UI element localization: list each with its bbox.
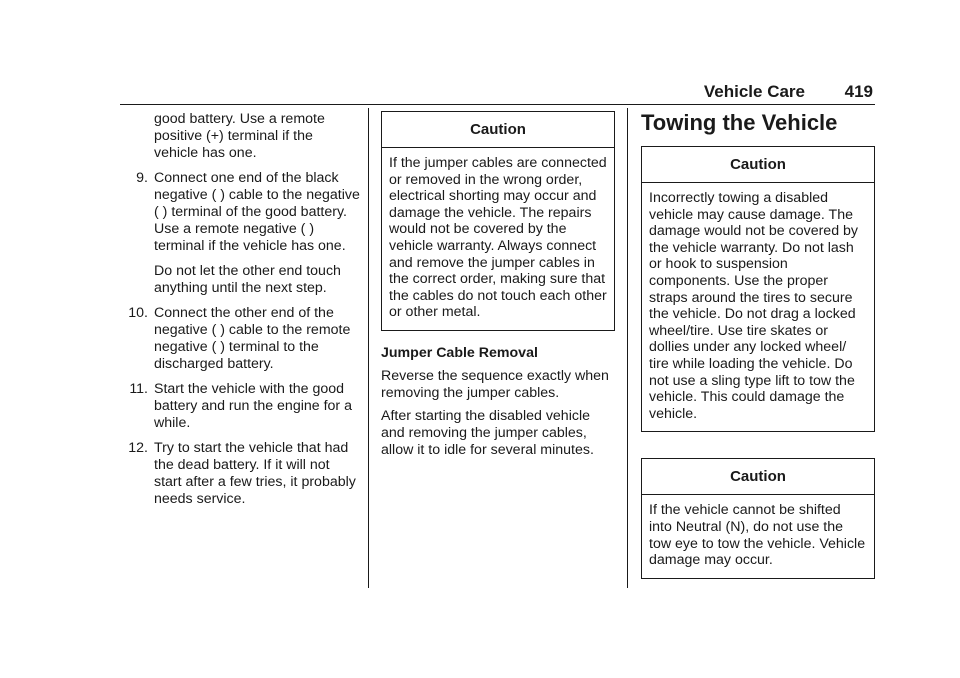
column-divider [368,108,369,588]
caution-box [641,458,875,578]
section-title: Towing the Vehicle [641,110,838,135]
caution-box [381,111,615,331]
step-number: 9. [136,170,148,186]
step-item [112,305,360,373]
step-number: 12. [128,440,148,456]
page-number: 419 [844,82,873,101]
step-item [112,381,360,432]
column-divider [627,108,628,588]
step-text: Connect one end of the black negative ( ) cable to the negative ( ) terminal of the good battery. Use a remote negative ( ) terminal if the vehicle has one. [154,170,360,254]
paragraph: Reverse the sequence exactly when removing the jumper cables. [381,367,609,401]
caution-text: If the jumper cables are connected or removed in the wrong order, electrical shorting may occur and damage the vehicle. The repairs would not be covered by the vehicle warranty. Always connect and remove the jumper cables in the correct order, making sure that the cables do not touch each other or other metal. [389,155,607,321]
step-item [112,170,360,255]
step-continuation: good battery. Use a remote positive (+) terminal if the vehicle has one. [154,111,325,161]
caution-text: Incorrectly towing a disabled vehicle may cause damage. The damage would not be covered by the vehicle warranty. Do not lash or hook to suspension components. Use the proper straps around the tires to secure the vehicle. Do not drag a locked wheel/tire. Use tire skates or dollies under any locked wheel/ tire while loading the vehicle. Do not use a sling type lift to tow the vehicle. This could damage the vehicle. [649,190,859,422]
spacer [641,432,875,458]
caution-box [641,146,875,432]
caution-title: Caution [642,459,874,495]
step-text: Start the vehicle with the good battery and run the engine for a while. [154,381,352,431]
step-number: 10. [128,305,148,321]
step-note: Do not let the other end touch anything until the next step. [154,263,341,296]
caution-title: Caution [382,112,614,148]
column-left [112,111,360,516]
column-right [641,108,875,579]
step-number: 11. [129,381,148,397]
page-header [120,82,875,105]
caution-title: Caution [642,147,874,183]
paragraph: After starting the disabled vehicle and removing the jumper cables, allow it to idle for several minutes. [381,407,594,458]
step-text: Try to start the vehicle that had the dead battery. If it will not start after a few tries, it probably needs service. [154,440,356,507]
section-name: Vehicle Care [703,82,805,101]
subheading: Jumper Cable Removal [381,344,538,361]
step-text: Connect the other end of the negative ( ) cable to the remote negative ( ) terminal to the discharged battery. [154,305,351,372]
caution-text: If the vehicle cannot be shifted into Neutral (N), do not use the tow eye to tow the vehicle. Vehicle damage may occur. [649,502,866,569]
step-item [112,440,360,508]
column-middle [381,111,615,465]
